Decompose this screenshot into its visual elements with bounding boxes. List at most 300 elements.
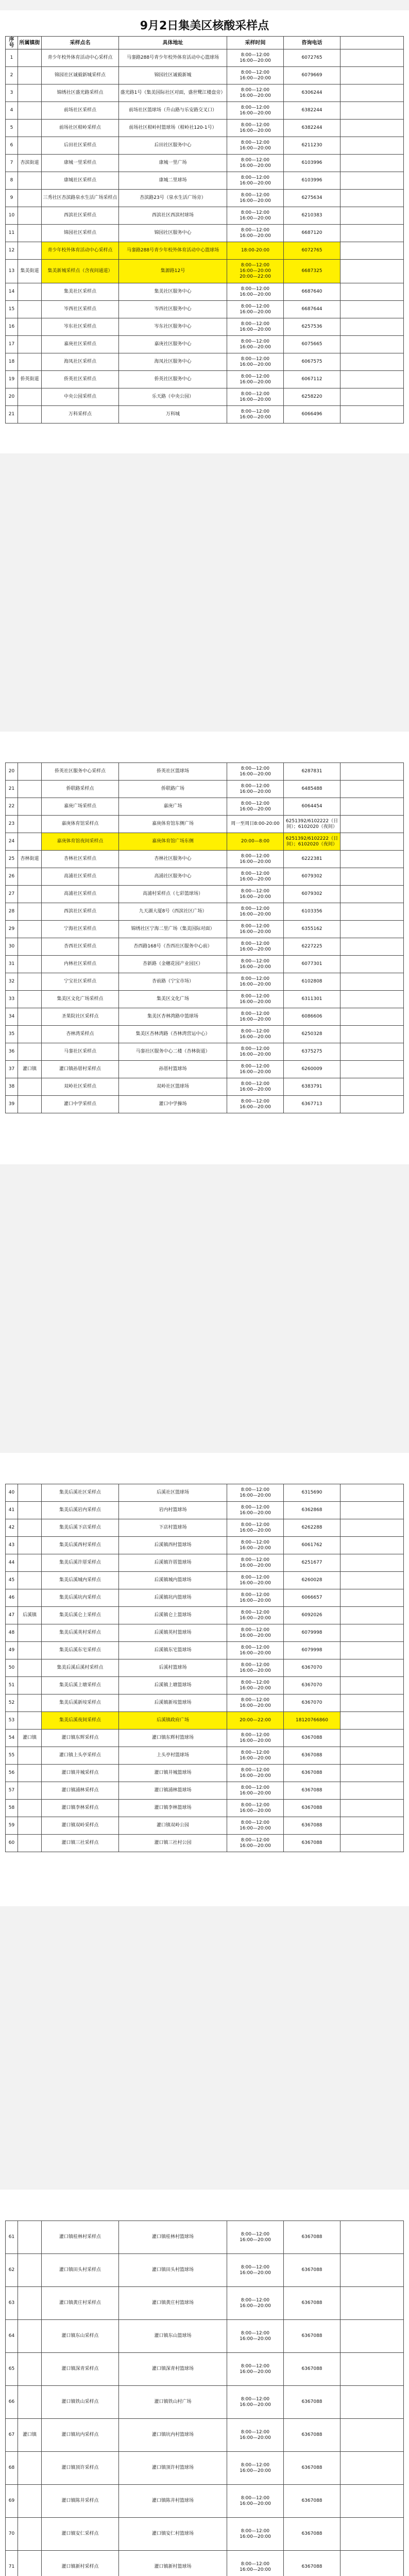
cell-time: 18:00-20:00	[227, 242, 284, 260]
cell-no: 47	[6, 1607, 18, 1624]
cell-street	[18, 102, 42, 120]
sampling-table-1	[5, 36, 404, 423]
table-row	[6, 406, 404, 423]
cell-time: 8:00—12:00 16:00—20:00	[227, 886, 284, 903]
table-row	[6, 1519, 404, 1537]
cell-time: 8:00—12:00 16:00—20:00	[227, 2287, 284, 2320]
cell-street	[18, 84, 42, 102]
cell-street	[18, 1817, 42, 1835]
table-row	[6, 353, 404, 371]
table-row	[6, 956, 404, 973]
cell-phone: 6687640	[284, 283, 340, 301]
cell-no: 27	[6, 886, 18, 903]
cell-phone: 6287831	[284, 763, 340, 781]
cell-time: 8:00—12:00 16:00—20:00	[227, 2419, 284, 2452]
cell-addr: 灌口镇浦林篮球场	[119, 1782, 227, 1800]
table-row	[6, 1096, 404, 1113]
cell-time: 8:00—12:00 16:00—20:00	[227, 155, 284, 172]
cell-site: 中央公园采样点	[42, 388, 119, 406]
page-4	[0, 2190, 409, 2576]
cell-street	[18, 1043, 42, 1061]
cell-time: 8:00—12:00 16:00—20:00	[227, 1061, 284, 1078]
cell-phone: 6103996	[284, 172, 340, 190]
cell-time: 8:00—12:00 16:00—20:00	[227, 868, 284, 886]
cell-no: 51	[6, 1677, 18, 1694]
cell-no: 28	[6, 903, 18, 921]
cell-street: 灌口镇	[18, 1061, 42, 1078]
cell-street	[18, 1078, 42, 1096]
header-phone: 咨询电话	[284, 37, 340, 49]
cell-site: 前场社区柑岭采样点	[42, 120, 119, 137]
cell-street: 杏林街道	[18, 851, 42, 868]
cell-street	[18, 1484, 42, 1502]
table-row	[6, 225, 404, 242]
cell-time: 8:00—12:00 16:00—20:00	[227, 353, 284, 371]
cell-phone: 6367088	[284, 2419, 340, 2452]
cell-no: 26	[6, 868, 18, 886]
cell-time: 8:00—12:00 16:00—20:00	[227, 318, 284, 336]
table-row	[6, 816, 404, 833]
sampling-table-4	[5, 2221, 404, 2576]
cell-no: 18	[6, 353, 18, 371]
cell-time: 8:00—12:00 16:00—20:00	[227, 798, 284, 816]
cell-phone: 6367088	[284, 1835, 340, 1852]
cell-phone: 6079998	[284, 1624, 340, 1642]
cell-no: 17	[6, 336, 18, 353]
cell-street	[18, 2221, 42, 2254]
cell-time: 8:00—12:00 16:00—20:00	[227, 763, 284, 781]
cell-time: 8:00—12:00 16:00—20:00	[227, 903, 284, 921]
cell-street	[18, 781, 42, 798]
table-row	[6, 2452, 404, 2485]
cell-time: 8:00—12:00 16:00—20:00	[227, 225, 284, 242]
cell-phone: 6375275	[284, 1043, 340, 1061]
cell-addr: 后溪镇许厝篮球场	[119, 1554, 227, 1572]
cell-addr: 杏林社区服务中心	[119, 851, 227, 868]
cell-time: 8:00—12:00 16:00—20:00	[227, 2254, 284, 2287]
cell-site: 灌口镇铁山采样点	[42, 2386, 119, 2419]
cell-addr: 灌口镇东山篮球场	[119, 2320, 227, 2353]
cell-phone: 6383791	[284, 1078, 340, 1096]
cell-site: 集美后溪后溪村采样点	[42, 1659, 119, 1677]
table-row	[6, 921, 404, 938]
cell-no: 16	[6, 318, 18, 336]
cell-site: 灌口镇东山采样点	[42, 2320, 119, 2353]
cell-site: 嘉庚体育馆采样点	[42, 816, 119, 833]
cell-no: 42	[6, 1519, 18, 1537]
cell-no: 65	[6, 2353, 18, 2386]
cell-phone: 6687325	[284, 260, 340, 283]
cell-addr: 九天湖大厦8号（西滨社区广场）	[119, 903, 227, 921]
cell-site: 锦园社区诚毅新城采样点	[42, 67, 119, 84]
cell-addr: 集美社区服务中心	[119, 283, 227, 301]
cell-site: 灌口镇深青采样点	[42, 2353, 119, 2386]
cell-phone: 6367088	[284, 1800, 340, 1817]
cell-no: 36	[6, 1043, 18, 1061]
cell-street	[18, 1096, 42, 1113]
cell-site: 高浦社区采样点	[42, 868, 119, 886]
cell-addr: 灌口镇顶许村篮球场	[119, 2452, 227, 2485]
cell-addr: 灌口镇坑内村篮球场	[119, 2419, 227, 2452]
cell-site: 集美后溪城内采样点	[42, 1572, 119, 1589]
table-row	[6, 973, 404, 991]
cell-phone: 6485488	[284, 781, 340, 798]
cell-site: 集美后溪西村采样点	[42, 1537, 119, 1554]
cell-site: 马銮社区采样点	[42, 1043, 119, 1061]
cell-no: 34	[6, 1008, 18, 1026]
cell-site: 西滨社区采样点	[42, 903, 119, 921]
cell-addr: 集美区杏林湾路中篮球场	[119, 1008, 227, 1026]
table-row	[6, 1835, 404, 1852]
cell-site: 灌口镇井城采样点	[42, 1765, 119, 1782]
cell-street	[18, 1026, 42, 1043]
cell-addr: 集美区杏林湾路（杏林湾营运中心）	[119, 1026, 227, 1043]
cell-time: 8:00—12:00 16:00—20:00	[227, 1677, 284, 1694]
cell-time: 8:00—12:00 16:00—20:00	[227, 207, 284, 225]
cell-site: 西滨社区采样点	[42, 207, 119, 225]
cell-time: 20:00—22:00	[227, 1712, 284, 1730]
cell-street	[18, 2485, 42, 2518]
cell-addr: 万科城	[119, 406, 227, 423]
cell-no: 68	[6, 2452, 18, 2485]
cell-phone: 6102808	[284, 973, 340, 991]
table-row	[6, 1624, 404, 1642]
table-row	[6, 2254, 404, 2287]
cell-no: 14	[6, 283, 18, 301]
cell-phone: 6367070	[284, 1694, 340, 1712]
cell-phone: 6367713	[284, 1096, 340, 1113]
cell-time: 8:00—12:00 16:00—20:00	[227, 1694, 284, 1712]
cell-phone: 6687644	[284, 301, 340, 318]
table-row	[6, 207, 404, 225]
cell-no: 38	[6, 1078, 18, 1096]
cell-no: 21	[6, 406, 18, 423]
cell-site: 后田社区采样点	[42, 137, 119, 155]
cell-street	[18, 2320, 42, 2353]
cell-site: 双岭社区采样点	[42, 1078, 119, 1096]
table-row	[6, 833, 404, 851]
cell-no: 48	[6, 1624, 18, 1642]
cell-street	[18, 991, 42, 1008]
cell-time: 8:00—12:00 16:00—20:00	[227, 1502, 284, 1519]
cell-addr: 前场社区篮球场（升山路与乐安路交叉口）	[119, 102, 227, 120]
cell-site: 岑东社区采样点	[42, 318, 119, 336]
cell-site: 灌口镇浦林采样点	[42, 1782, 119, 1800]
table-row	[6, 1502, 404, 1519]
cell-street	[18, 1572, 42, 1589]
cell-no: 69	[6, 2485, 18, 2518]
cell-time: 8:00—12:00 16:00—20:00	[227, 137, 284, 155]
cell-phone: 6072765	[284, 242, 340, 260]
cell-phone: 6315690	[284, 1484, 340, 1502]
cell-time: 8:00—12:00 16:00—20:00	[227, 2518, 284, 2551]
cell-phone: 6382244	[284, 120, 340, 137]
cell-phone: 6687120	[284, 225, 340, 242]
table-row	[6, 2221, 404, 2254]
cell-no: 39	[6, 1096, 18, 1113]
cell-time: 20:00—8:00	[227, 833, 284, 851]
cell-street	[18, 833, 42, 851]
cell-no: 46	[6, 1589, 18, 1607]
cell-addr: 后溪镇城内篮球场	[119, 1572, 227, 1589]
table-row	[6, 388, 404, 406]
cell-site: 灌口镇陈井采样点	[42, 2485, 119, 2518]
cell-street	[18, 798, 42, 816]
cell-time: 8:00—12:00 16:00—20:00	[227, 172, 284, 190]
cell-time: 8:00—12:00 16:00—20:00	[227, 2485, 284, 2518]
cell-street	[18, 1642, 42, 1659]
table-row	[6, 67, 404, 84]
cell-street	[18, 1747, 42, 1765]
cell-no: 15	[6, 301, 18, 318]
cell-time: 周一至周日8:00-20:00	[227, 816, 284, 833]
cell-time: 8:00—12:00 16:00—20:00	[227, 1096, 284, 1113]
cell-site: 高浦社区采样点	[42, 886, 119, 903]
cell-phone: 6086606	[284, 1008, 340, 1026]
cell-addr: 杏西路168号（杏西社区服务中心前）	[119, 938, 227, 956]
cell-addr: 嘉庚体育馆广场东侧	[119, 833, 227, 851]
header-street: 所属镇街	[18, 37, 42, 49]
cell-time: 8:00—12:00 16:00—20:00	[227, 1554, 284, 1572]
table-row	[6, 1484, 404, 1502]
cell-time: 8:00—12:00 16:00—20:00	[227, 190, 284, 207]
cell-addr: 后溪镇英村篮球场	[119, 1624, 227, 1642]
cell-street	[18, 886, 42, 903]
cell-street	[18, 301, 42, 318]
cell-time: 8:00—12:00 16:00—20:00	[227, 67, 284, 84]
cell-no: 71	[6, 2551, 18, 2576]
cell-no: 43	[6, 1537, 18, 1554]
cell-phone: 6367070	[284, 1677, 340, 1694]
cell-time: 8:00—12:00 16:00—20:00	[227, 973, 284, 991]
cell-no: 44	[6, 1554, 18, 1572]
cell-phone: 6260009	[284, 1061, 340, 1078]
table-row	[6, 260, 404, 283]
page-1	[0, 10, 409, 453]
cell-phone: 6251392/6102222（日间）；6102020（夜间）	[284, 816, 340, 833]
table-row	[6, 49, 404, 67]
cell-no: 70	[6, 2518, 18, 2551]
cell-time: 8:00—12:00 16:00—20:00	[227, 956, 284, 973]
cell-time: 8:00—12:00 16:00—20:00	[227, 1642, 284, 1659]
table-row	[6, 2419, 404, 2452]
table-row	[6, 938, 404, 956]
cell-time: 8:00—12:00 16:00—20:00	[227, 371, 284, 388]
table-row	[6, 886, 404, 903]
cell-street	[18, 1624, 42, 1642]
cell-site: 锦园社区采样点	[42, 225, 119, 242]
table-row	[6, 2353, 404, 2386]
table-row	[6, 991, 404, 1008]
cell-time: 8:00—12:00 16:00—20:00	[227, 336, 284, 353]
table-row	[6, 1747, 404, 1765]
cell-addr: 灌口镇深青村篮球场	[119, 2353, 227, 2386]
cell-site: 岑西社区采样点	[42, 301, 119, 318]
cell-phone: 6367088	[284, 1747, 340, 1765]
cell-site: 侨联路采样点	[42, 781, 119, 798]
table-row	[6, 1589, 404, 1607]
cell-street	[18, 49, 42, 67]
cell-site: 嘉庚社区采样点	[42, 336, 119, 353]
table-row	[6, 1537, 404, 1554]
cell-addr: 岑西社区服务中心	[119, 301, 227, 318]
cell-phone: 6250328	[284, 1026, 340, 1043]
cell-phone: 6367088	[284, 2320, 340, 2353]
cell-no: 58	[6, 1800, 18, 1817]
cell-site: 集美后溪夜间采样点	[42, 1712, 119, 1730]
cell-addr: 灌口镇黄庄村篮球场	[119, 2287, 227, 2320]
cell-time: 8:00—12:00 16:00—20:00	[227, 301, 284, 318]
cell-site: 集美后溪新垵采样点	[42, 1694, 119, 1712]
cell-no: 2	[6, 67, 18, 84]
table-row	[6, 1061, 404, 1078]
cell-time: 8:00—12:00 16:00—20:00	[227, 921, 284, 938]
table-row	[6, 318, 404, 336]
cell-site: 杏林社区采样点	[42, 851, 119, 868]
cell-phone: 6072765	[284, 49, 340, 67]
cell-addr: 后溪镇仑上篮球场	[119, 1607, 227, 1624]
table-row	[6, 1554, 404, 1572]
cell-phone: 6367088	[284, 2485, 340, 2518]
cell-street	[18, 406, 42, 423]
cell-no: 5	[6, 120, 18, 137]
cell-phone: 6251392/6102222（日间）；6102020（夜间）	[284, 833, 340, 851]
cell-street	[18, 67, 42, 84]
cell-no: 55	[6, 1747, 18, 1765]
cell-phone: 6367088	[284, 2551, 340, 2576]
cell-street	[18, 1519, 42, 1537]
cell-addr: 灌口中学操场	[119, 1096, 227, 1113]
table-row	[6, 1572, 404, 1589]
table-header	[6, 37, 404, 49]
cell-addr: 双岭社区篮球场	[119, 1078, 227, 1096]
cell-site: 宁海社区采样点	[42, 921, 119, 938]
cell-addr: 马銮路288号青少年校外体育活动中心篮球场	[119, 49, 227, 67]
cell-street	[18, 353, 42, 371]
cell-time: 8:00—12:00 16:00—20:00	[227, 2386, 284, 2419]
cell-street	[18, 2287, 42, 2320]
cell-no: 33	[6, 991, 18, 1008]
cell-addr: 锦绣社区宁海二里广场（集美国际对面）	[119, 921, 227, 938]
cell-addr: 西滨社区西滨村球场	[119, 207, 227, 225]
table-row	[6, 102, 404, 120]
cell-phone: 18120766860	[284, 1712, 340, 1730]
cell-site: 灌口镇三社采样点	[42, 1835, 119, 1852]
cell-time: 8:00—12:00 16:00—20:00	[227, 102, 284, 120]
cell-addr: 后溪镇新垵篮球场	[119, 1694, 227, 1712]
cell-street	[18, 207, 42, 225]
table-row	[6, 155, 404, 172]
cell-no: 29	[6, 921, 18, 938]
cell-phone: 6222381	[284, 851, 340, 868]
cell-street	[18, 283, 42, 301]
cell-phone: 6092026	[284, 1607, 340, 1624]
table-row	[6, 1800, 404, 1817]
cell-phone: 6066496	[284, 406, 340, 423]
cell-no: 20	[6, 763, 18, 781]
table-row	[6, 172, 404, 190]
cell-no: 11	[6, 225, 18, 242]
cell-phone: 6103356	[284, 903, 340, 921]
cell-site: 锦绣社区盛光路采样点	[42, 84, 119, 102]
cell-no: 61	[6, 2221, 18, 2254]
cell-site: 灌口镇上头亭采样点	[42, 1747, 119, 1765]
cell-addr: 岑东社区服务中心	[119, 318, 227, 336]
cell-site: 万科采样点	[42, 406, 119, 423]
cell-no: 40	[6, 1484, 18, 1502]
cell-addr: 灌口镇三社村公园	[119, 1835, 227, 1852]
cell-phone: 6260028	[284, 1572, 340, 1589]
cell-street	[18, 938, 42, 956]
cell-site: 集美后溪坑内采样点	[42, 1589, 119, 1607]
cell-street: 集美街道	[18, 260, 42, 283]
cell-addr: 灌口镇东辉村篮球场	[119, 1730, 227, 1747]
table-row	[6, 851, 404, 868]
cell-addr: 后溪镇西村篮球场	[119, 1537, 227, 1554]
cell-no: 62	[6, 2254, 18, 2287]
cell-no: 64	[6, 2320, 18, 2353]
cell-site: 嘉庚广场采样点	[42, 798, 119, 816]
cell-addr: 马銮路288号青少年校外体育活动中心篮球场	[119, 242, 227, 260]
cell-site: 灌口中学采样点	[42, 1096, 119, 1113]
header-addr: 具体地址	[119, 37, 227, 49]
cell-street	[18, 1782, 42, 1800]
cell-site: 集美后溪东宅采样点	[42, 1642, 119, 1659]
cell-addr: 锦园社区服务中心	[119, 225, 227, 242]
cell-no: 24	[6, 833, 18, 851]
cell-no: 22	[6, 798, 18, 816]
cell-street	[18, 1677, 42, 1694]
cell-phone: 6210383	[284, 207, 340, 225]
header-site: 采样点名	[42, 37, 119, 49]
cell-street: 灌口镇	[18, 1730, 42, 1747]
cell-phone: 6367088	[284, 2518, 340, 2551]
table-row	[6, 1043, 404, 1061]
cell-phone: 6075665	[284, 336, 340, 353]
table-row	[6, 1026, 404, 1043]
cell-no: 6	[6, 137, 18, 155]
cell-addr: 灌口镇田头村篮球场	[119, 2254, 227, 2287]
cell-site: 海凤社区采样点	[42, 353, 119, 371]
cell-no: 31	[6, 956, 18, 973]
cell-phone: 6079302	[284, 868, 340, 886]
cell-addr: 高浦社区服务中心	[119, 868, 227, 886]
cell-street	[18, 120, 42, 137]
cell-no: 23	[6, 816, 18, 833]
cell-phone: 6103996	[284, 155, 340, 172]
cell-site: 灌口镇双岭采样点	[42, 1817, 119, 1835]
cell-time: 8:00—12:00 16:00—20:00	[227, 1817, 284, 1835]
table-row	[6, 781, 404, 798]
cell-no: 12	[6, 242, 18, 260]
cell-addr: 后溪镇东宅篮球场	[119, 1642, 227, 1659]
cell-street: 杏滨街道	[18, 155, 42, 172]
cell-street	[18, 225, 42, 242]
cell-time: 8:00—12:00 16:00—20:00	[227, 406, 284, 423]
cell-time: 8:00—12:00 16:00—20:00 20:00—22:00	[227, 260, 284, 283]
cell-no: 52	[6, 1694, 18, 1712]
cell-time: 8:00—12:00 16:00—20:00	[227, 781, 284, 798]
cell-street	[18, 1800, 42, 1817]
cell-time: 8:00—12:00 16:00—20:00	[227, 1572, 284, 1589]
cell-street	[18, 242, 42, 260]
cell-site: 嘉庚体育馆夜间采样点	[42, 833, 119, 851]
cell-street	[18, 973, 42, 991]
cell-no: 66	[6, 2386, 18, 2419]
cell-no: 56	[6, 1765, 18, 1782]
cell-time: 8:00—12:00 16:00—20:00	[227, 938, 284, 956]
cell-street	[18, 336, 42, 353]
